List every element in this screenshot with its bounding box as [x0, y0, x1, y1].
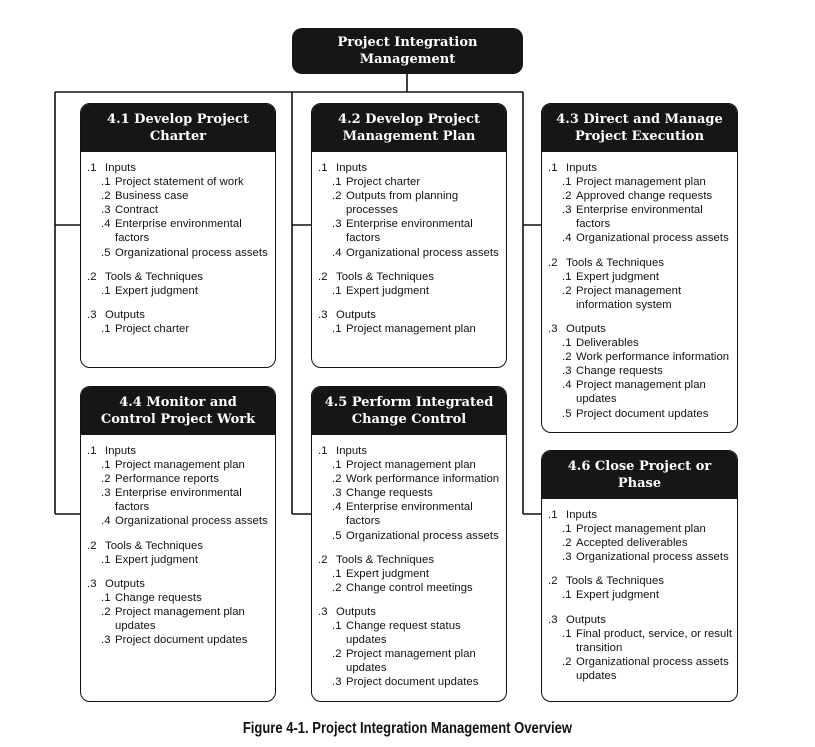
section-title: Tools & Techniques: [336, 553, 435, 566]
list-item: [548, 336, 733, 350]
diagram-title: Project Integration Management: [337, 35, 478, 67]
item-number: .1: [101, 322, 111, 335]
section-title: Tools & Techniques: [566, 256, 665, 269]
item-number: .2: [332, 648, 342, 661]
item-number: .1: [562, 589, 572, 602]
section-header: [87, 308, 271, 322]
item-text: Project statement of work: [115, 176, 244, 189]
section-title: Inputs: [105, 162, 137, 174]
item-text: Project document updates: [346, 676, 479, 689]
process-body: [542, 152, 737, 433]
process-title-text: 4.5 Perform Integrated Change Control: [324, 395, 494, 427]
item-text: Expert judgment: [576, 270, 660, 283]
process-title-text: 4.6 Close Project or Phase: [567, 459, 712, 491]
section-number: .2: [318, 553, 328, 566]
section-number: .1: [87, 162, 97, 174]
list-item: [548, 270, 733, 284]
section-number: .3: [318, 308, 328, 321]
section-number: .1: [87, 445, 97, 457]
section-title: Inputs: [336, 162, 368, 174]
item-text: Contract: [115, 204, 159, 217]
list-item: [318, 458, 502, 472]
list-item: [318, 284, 502, 298]
list-item: [318, 529, 502, 543]
item-number: .2: [562, 537, 572, 550]
section-title: Inputs: [336, 445, 368, 457]
item-text: Enterprise environmental factors: [115, 218, 242, 245]
list-item: [87, 514, 271, 528]
list-item: [318, 217, 502, 245]
section-group: [87, 444, 271, 529]
item-number: .2: [332, 190, 342, 203]
item-text: Change requests: [346, 487, 433, 500]
section-number: .1: [548, 162, 558, 174]
section-title: Outputs: [336, 308, 376, 321]
section-header: [548, 613, 733, 627]
item-text: Business case: [115, 190, 189, 203]
list-item: [87, 246, 271, 260]
item-text: Change request status updates: [346, 620, 461, 647]
item-text: Outputs from planning processes: [346, 190, 459, 217]
process-title-text: 4.3 Direct and Manage Project Execution: [556, 112, 723, 144]
list-item: [318, 675, 502, 689]
section-group: [87, 270, 271, 298]
item-number: .5: [562, 407, 572, 420]
process-title: [542, 451, 737, 499]
item-number: .1: [562, 627, 572, 640]
section-title: Outputs: [336, 605, 376, 618]
item-text: Final product, service, or result transition: [576, 627, 733, 654]
list-item: [87, 284, 271, 298]
item-number: .1: [562, 176, 572, 189]
item-text: Approved change requests: [576, 190, 713, 203]
item-number: .3: [332, 218, 342, 231]
item-text: Organizational process assets: [115, 246, 268, 259]
item-number: .5: [101, 246, 111, 259]
item-text: Expert judgment: [115, 284, 199, 297]
item-text: Project management plan: [576, 523, 706, 536]
item-text: Expert judgment: [576, 589, 660, 602]
item-number: .3: [332, 676, 342, 689]
item-text: Expert judgment: [346, 567, 430, 580]
process-box-4-4: [80, 386, 276, 702]
item-text: Project management plan updates: [115, 605, 245, 633]
section-number: .1: [318, 445, 328, 457]
process-body: [81, 435, 275, 661]
section-title: Tools & Techniques: [105, 270, 204, 283]
item-number: .3: [101, 204, 111, 217]
process-title: [542, 104, 737, 152]
process-title: [312, 104, 506, 152]
item-number: .2: [332, 581, 342, 594]
item-number: .1: [101, 176, 111, 189]
item-text: Organizational process assets: [346, 246, 499, 259]
item-number: .1: [332, 567, 342, 580]
section-title: Outputs: [566, 322, 606, 335]
list-item: [548, 550, 733, 564]
item-number: .3: [332, 487, 342, 500]
section-number: .3: [548, 322, 558, 335]
diagram-title-box: [292, 28, 523, 74]
section-header: [548, 508, 733, 522]
item-text: Enterprise environmental factors: [115, 487, 242, 514]
list-item: [87, 553, 271, 567]
section-group: [318, 605, 502, 690]
section-title: Outputs: [105, 577, 145, 590]
section-header: [87, 539, 271, 553]
list-item: [548, 588, 733, 602]
list-item: [318, 175, 502, 189]
list-item: [318, 500, 502, 528]
item-text: Expert judgment: [346, 284, 430, 297]
section-number: .3: [87, 308, 97, 321]
item-text: Organizational process assets: [115, 515, 268, 528]
section-number: .3: [318, 605, 328, 618]
section-header: [318, 161, 502, 175]
item-text: Work performance information: [576, 351, 730, 364]
section-group: [548, 574, 733, 602]
section-number: .1: [548, 509, 558, 521]
list-item: [87, 591, 271, 605]
section-title: Inputs: [566, 162, 598, 174]
section-header: [87, 270, 271, 284]
process-body: [312, 152, 506, 350]
list-item: [318, 189, 502, 217]
list-item: [87, 458, 271, 472]
item-number: .2: [562, 351, 572, 364]
section-group: [318, 270, 502, 298]
item-text: Project charter: [115, 322, 190, 335]
section-number: .1: [318, 162, 328, 174]
list-item: [87, 605, 271, 633]
process-title: [312, 387, 506, 435]
section-group: [548, 322, 733, 421]
item-number: .5: [332, 529, 342, 542]
section-title: Outputs: [566, 613, 606, 626]
item-text: Enterprise environmental factors: [346, 501, 473, 528]
process-box-4-3: [541, 103, 738, 433]
section-header: [548, 161, 733, 175]
section-group: [318, 161, 502, 260]
item-text: Project charter: [346, 176, 421, 189]
list-item: [548, 378, 733, 406]
section-header: [318, 270, 502, 284]
list-item: [87, 175, 271, 189]
item-number: .1: [101, 553, 111, 566]
item-number: .1: [562, 270, 572, 283]
list-item: [548, 407, 733, 421]
process-title-text: 4.2 Develop Project Management Plan: [338, 112, 480, 144]
item-number: .3: [562, 204, 572, 217]
section-header: [548, 574, 733, 588]
item-number: .3: [101, 634, 111, 647]
section-number: .2: [87, 539, 97, 552]
list-item: [318, 472, 502, 486]
item-number: .2: [332, 473, 342, 486]
process-box-4-2: [311, 103, 507, 368]
item-number: .1: [332, 284, 342, 297]
list-item: [318, 567, 502, 581]
list-item: [548, 522, 733, 536]
section-header: [318, 308, 502, 322]
process-title-text: 4.4 Monitor and Control Project Work: [100, 395, 256, 427]
item-text: Project management plan: [346, 322, 476, 335]
item-number: .1: [101, 591, 111, 604]
list-item: [548, 655, 733, 683]
list-item: [548, 203, 733, 231]
list-item: [318, 647, 502, 675]
item-number: .1: [332, 322, 342, 335]
item-number: .2: [562, 655, 572, 668]
item-text: Change requests: [576, 365, 663, 378]
item-text: Organizational process assets: [576, 232, 729, 245]
section-header: [548, 322, 733, 336]
section-title: Inputs: [566, 509, 598, 521]
section-header: [87, 444, 271, 458]
section-title: Tools & Techniques: [566, 575, 665, 588]
section-group: [318, 308, 502, 336]
process-title-text: 4.1 Develop Project Charter: [107, 112, 249, 144]
list-item: [548, 284, 733, 312]
list-item: [318, 246, 502, 260]
list-item: [548, 536, 733, 550]
item-text: Change control meetings: [346, 581, 473, 594]
figure-caption: Figure 4-1. Project Integration Management Overview: [242, 720, 573, 737]
section-number: .2: [548, 575, 558, 588]
list-item: [548, 350, 733, 364]
item-text: Project management plan: [576, 176, 706, 189]
item-number: .2: [101, 473, 111, 486]
section-title: Outputs: [105, 308, 145, 321]
item-text: Accepted deliverables: [576, 537, 688, 550]
list-item: [548, 627, 733, 655]
item-text: Organizational process assets: [576, 551, 729, 564]
process-box-4-1: [80, 103, 276, 368]
section-group: [87, 577, 271, 647]
process-box-4-6: [541, 450, 738, 702]
item-number: .1: [101, 284, 111, 297]
item-text: Enterprise environmental factors: [346, 218, 473, 245]
section-number: .2: [318, 270, 328, 283]
item-number: .4: [562, 232, 572, 245]
item-number: .1: [562, 523, 572, 536]
item-number: .3: [562, 551, 572, 564]
list-item: [87, 203, 271, 217]
section-number: .3: [87, 577, 97, 590]
list-item: [87, 322, 271, 336]
item-text: Project management plan updates: [346, 648, 476, 675]
list-item: [548, 364, 733, 378]
item-number: .4: [332, 501, 342, 514]
section-group: [318, 444, 502, 543]
section-header: [318, 605, 502, 619]
item-number: .3: [101, 487, 111, 500]
section-group: [87, 539, 271, 567]
item-text: Project management plan: [115, 459, 245, 472]
section-number: .3: [548, 613, 558, 626]
process-body: [81, 152, 275, 350]
item-text: Project document updates: [576, 407, 709, 420]
item-number: .1: [332, 620, 342, 633]
section-group: [548, 613, 733, 683]
list-item: [548, 231, 733, 245]
process-box-4-5: [311, 386, 507, 702]
section-header: [87, 161, 271, 175]
process-body: [312, 435, 506, 702]
list-item: [87, 486, 271, 514]
section-title: Tools & Techniques: [105, 539, 204, 552]
item-text: Organizational process assets: [346, 529, 499, 542]
list-item: [548, 189, 733, 203]
item-number: .2: [101, 605, 111, 618]
section-group: [548, 161, 733, 246]
item-text: Project management plan updates: [576, 379, 706, 406]
list-item: [548, 175, 733, 189]
section-group: [87, 161, 271, 260]
section-header: [318, 553, 502, 567]
list-item: [318, 486, 502, 500]
item-number: .2: [101, 190, 111, 203]
item-text: Project document updates: [115, 634, 248, 647]
list-item: [87, 189, 271, 203]
item-text: Project management information system: [576, 284, 682, 311]
item-number: .2: [562, 190, 572, 203]
process-title: [81, 387, 275, 435]
section-group: [318, 553, 502, 595]
list-item: [318, 322, 502, 336]
section-group: [548, 508, 733, 564]
item-text: Work performance information: [346, 473, 500, 486]
list-item: [87, 472, 271, 486]
section-number: .2: [548, 256, 558, 269]
item-number: .1: [562, 337, 572, 350]
item-text: Performance reports: [115, 473, 219, 486]
item-number: .2: [562, 284, 572, 297]
section-header: [548, 256, 733, 270]
section-title: Tools & Techniques: [336, 270, 435, 283]
item-text: Deliverables: [576, 337, 639, 350]
list-item: [318, 619, 502, 647]
item-number: .4: [562, 379, 572, 392]
process-body: [542, 499, 737, 697]
item-text: Enterprise environmental factors: [576, 204, 703, 231]
item-text: Expert judgment: [115, 553, 199, 566]
item-number: .4: [332, 246, 342, 259]
list-item: [87, 633, 271, 647]
item-number: .1: [332, 459, 342, 472]
item-text: Organizational process assets updates: [576, 655, 729, 682]
item-number: .1: [101, 459, 111, 472]
item-number: .4: [101, 218, 111, 231]
item-number: .3: [562, 365, 572, 378]
section-title: Inputs: [105, 445, 137, 457]
section-number: .2: [87, 270, 97, 283]
process-title: [81, 104, 275, 152]
list-item: [318, 581, 502, 595]
section-header: [318, 444, 502, 458]
section-group: [87, 308, 271, 336]
item-number: .4: [101, 515, 111, 528]
section-group: [548, 256, 733, 312]
item-text: Project management plan: [346, 459, 476, 472]
item-number: .1: [332, 176, 342, 189]
section-header: [87, 577, 271, 591]
item-text: Change requests: [115, 591, 202, 604]
list-item: [87, 217, 271, 245]
